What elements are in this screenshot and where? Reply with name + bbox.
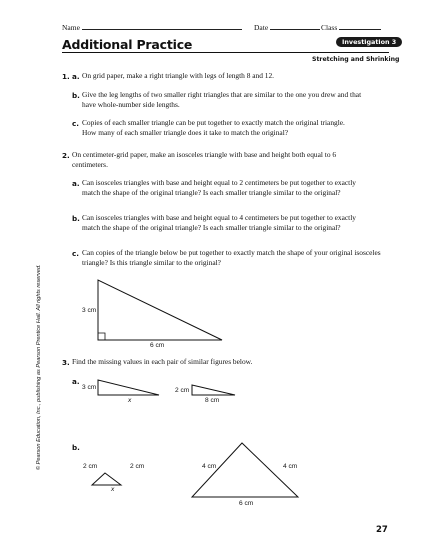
q2b-text: Can isosceles triangles with base and height equal to 4 centimeters be put together to exactly match the shape of the original triangle? Is each smaller triangle similar to the original?	[82, 213, 356, 232]
q1b-text: Give the leg lengths of two smaller right triangles that are similar to the one you drew and that have whole-number side lengths.	[82, 90, 362, 109]
page-title: Additional Practice	[62, 37, 193, 52]
section-subtitle: Stretching and Shrinking	[312, 56, 400, 63]
q3b-small-triangle	[92, 473, 121, 485]
q1b-label: b.	[72, 91, 80, 100]
q3b-big-left-label: 4 cm	[202, 463, 217, 470]
q3a-label: a.	[72, 377, 80, 386]
q1a-text: On grid paper, make a right triangle with legs of length 8 and 12.	[82, 71, 275, 80]
q3b-small-right-label: 2 cm	[130, 463, 145, 470]
q3-text: Find the missing values in each pair of similar figures below.	[72, 357, 253, 366]
q3a-right-base-label: 8 cm	[205, 397, 220, 404]
class-label: Class	[321, 23, 338, 32]
q2-fig-height-label: 3 cm	[82, 307, 97, 314]
q2-right-angle-mark	[98, 333, 105, 340]
q2c-label: c.	[72, 249, 79, 258]
q2-number: 2.	[62, 151, 70, 160]
q2-text: On centimeter-grid paper, make an isosceles triangle with base and height both equal to 6 centimeters.	[72, 150, 337, 169]
q3-number: 3.	[62, 358, 70, 367]
q3b-label: b.	[72, 443, 80, 452]
name-label: Name	[62, 23, 80, 32]
q3a-left-base-label: x	[128, 397, 132, 404]
q3b-big-triangle	[192, 443, 298, 497]
q2a-text: Can isosceles triangles with base and height equal to 2 centimeters be put together to exactly match the shape of the original triangle? Is each smaller triangle similar to the original?	[82, 178, 356, 197]
q1c-label: c.	[72, 119, 79, 128]
q1c-text: Copies of each smaller triangle can be put together to exactly match the original triangle. How many of each smaller triangle does it take to match the original?	[82, 118, 345, 137]
investigation-badge: Investigation 3	[336, 37, 402, 47]
q3a-left-triangle	[98, 380, 159, 395]
q3b-small-base-label: x	[111, 486, 115, 493]
copyright-notice: © Pearson Education, Inc., publishing as Pearson Prentice Hall. All rights reserved.	[36, 264, 42, 470]
q1-number: 1.	[62, 72, 70, 81]
q3a-right-height-label: 2 cm	[175, 387, 190, 394]
q2-right-triangle	[98, 280, 222, 340]
q3a-left-height-label: 3 cm	[82, 384, 97, 391]
q2a-label: a.	[72, 179, 80, 188]
q3b-big-right-label: 4 cm	[283, 463, 298, 470]
page-number: 27	[376, 525, 388, 535]
q3b-small-left-label: 2 cm	[83, 463, 98, 470]
q1a-label: a.	[72, 72, 80, 81]
q2c-text: Can copies of the triangle below be put together to exactly match the shape of your original isosceles triangle? Is this triangle similar to the original?	[82, 248, 381, 267]
q2-fig-base-label: 6 cm	[150, 342, 165, 349]
q3b-big-base-label: 6 cm	[239, 500, 254, 507]
date-label: Date	[254, 23, 269, 32]
q3a-right-triangle	[192, 385, 235, 395]
q2b-label: b.	[72, 214, 80, 223]
